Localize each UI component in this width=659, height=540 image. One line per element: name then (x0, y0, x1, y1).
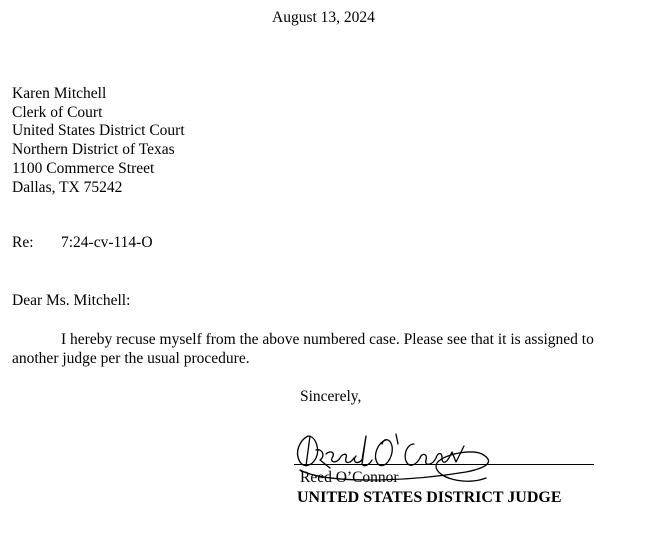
recipient-city: Dallas, TX 75242 (12, 178, 123, 196)
salutation: Dear Ms. Mitchell: (12, 292, 131, 309)
signer-title: UNITED STATES DISTRICT JUDGE (297, 489, 562, 506)
signature-line (294, 464, 594, 465)
letter-date: August 13, 2024 (272, 9, 375, 26)
re-label: Re: (12, 234, 34, 251)
recipient-district: Northern District of Texas (12, 141, 175, 159)
recipient-address (12, 85, 185, 197)
recipient-title: Clerk of Court (12, 103, 103, 121)
body-text-line-2: another judge per the usual procedure. (12, 350, 250, 367)
recipient-street: 1100 Commerce Street (12, 159, 155, 177)
recipient-court: United States District Court (12, 122, 185, 140)
signer-name: Reed O’Connor (300, 469, 399, 486)
closing: Sincerely, (300, 388, 362, 405)
case-number: 7:24-cv-114-O (61, 234, 153, 251)
body-text-line-1: I hereby recuse myself from the above numbered case. Please see that it is assigned to (61, 331, 594, 348)
recipient-name: Karen Mitchell (12, 85, 107, 102)
